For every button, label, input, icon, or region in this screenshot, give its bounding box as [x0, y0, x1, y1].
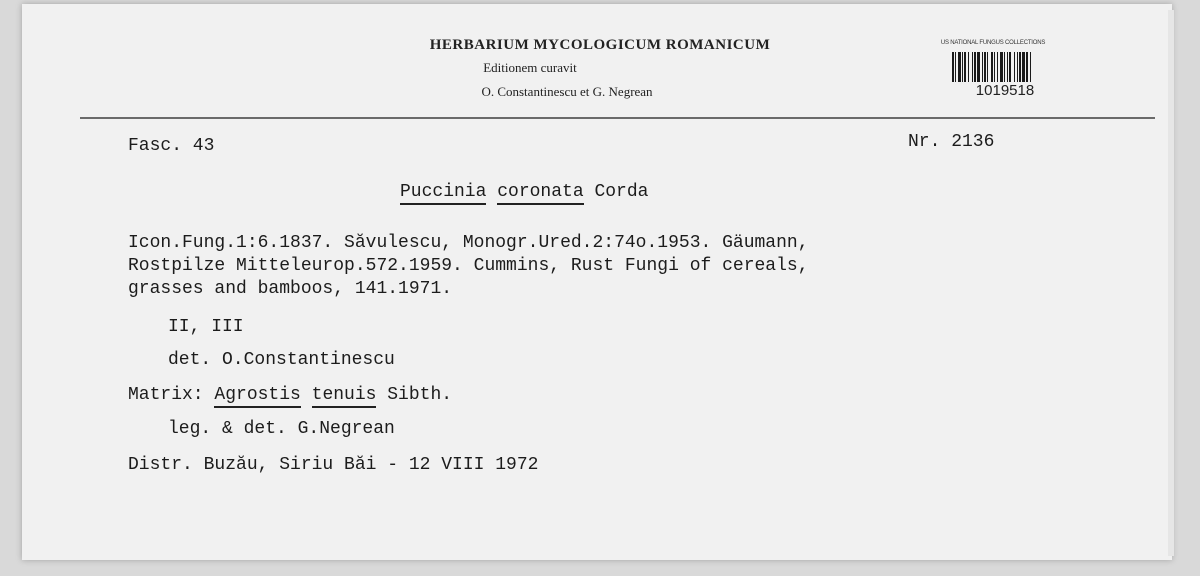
herbarium-editors: O. Constantinescu et G. Negrean [481, 84, 653, 99]
matrix-author: Sibth. [387, 385, 453, 405]
reference-line-2: Rostpilze Mitteleurop.572.1959. Cummins, Rust Fungi of cereals, [128, 256, 809, 276]
matrix-epithet: tenuis [312, 385, 377, 408]
determiner: det. O.Constantinescu [168, 350, 395, 370]
herbarium-title: HERBARIUM MYCOLOGICUM ROMANICUM [429, 37, 771, 53]
barcode-number: 1019518 [975, 82, 1035, 99]
specimen-label [22, 4, 1172, 560]
fascicle-number: Fasc. 43 [128, 136, 215, 156]
paper-edge [1168, 10, 1174, 556]
barcode-icon [950, 52, 1082, 82]
header-divider [80, 117, 1155, 119]
species-epithet: coronata [497, 182, 583, 205]
matrix-label: Matrix: [128, 385, 204, 405]
reference-line-3: grasses and bamboos, 141.1971. [128, 279, 453, 299]
species-author: Corda [594, 182, 649, 202]
barcode-block [924, 40, 1084, 106]
specimen-number: Nr. 2136 [908, 132, 995, 152]
spore-stages: II, III [168, 317, 244, 337]
locality: Distr. Buzău, Siriu Băi - 12 VIII 1972 [128, 455, 539, 475]
herbarium-subtitle: Editionem curavit [483, 60, 577, 75]
barcode-caption: US NATIONAL FUNGUS COLLECTIONS [940, 40, 1046, 46]
species-name [400, 181, 648, 203]
matrix-line [128, 384, 452, 406]
reference-line-1: Icon.Fung.1:6.1837. Săvulescu, Monogr.Ured.2:74o.1953. Gäumann, [128, 233, 809, 253]
species-genus: Puccinia [400, 182, 486, 205]
collector: leg. & det. G.Negrean [168, 419, 395, 439]
matrix-genus: Agrostis [214, 385, 300, 408]
label-header [22, 4, 1172, 114]
